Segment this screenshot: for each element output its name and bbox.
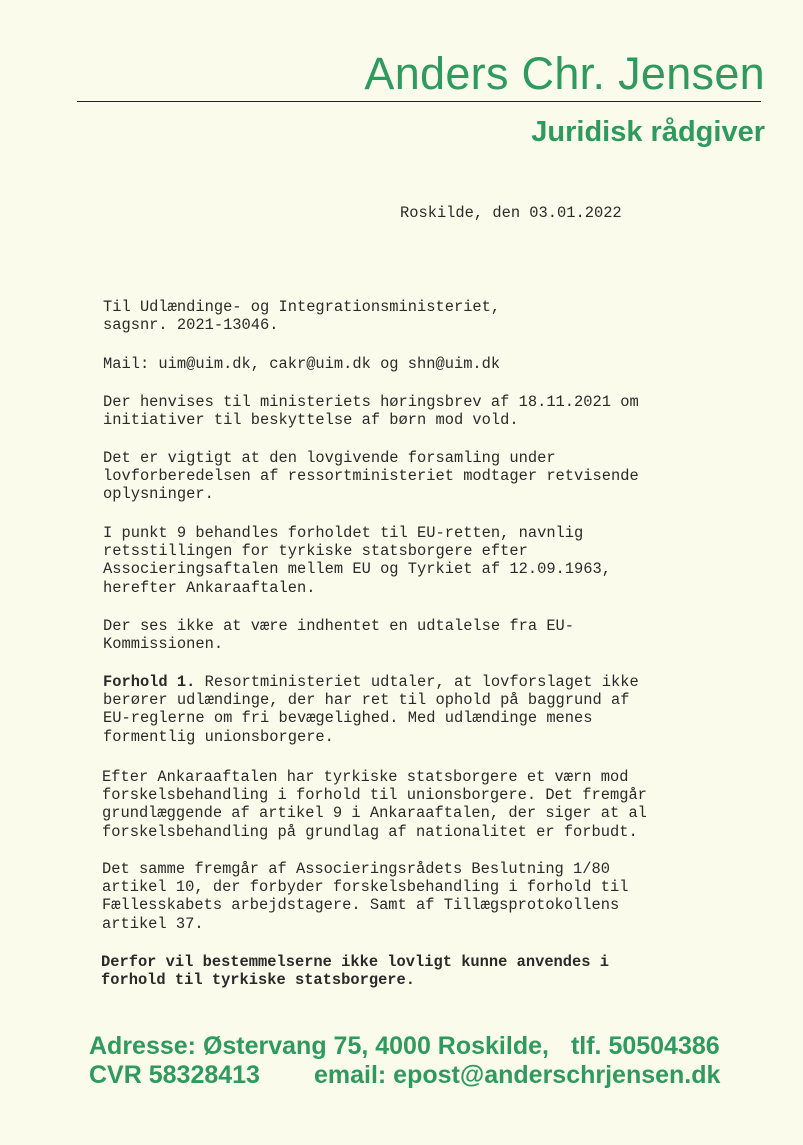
paragraph-line: berører udlændinge, der har ret til ophold på baggrund af: [103, 691, 630, 710]
footer-email: email: epost@anderschrjensen.dk: [313, 1061, 721, 1089]
mail-text: Mail: uim@uim.dk, cakr@uim.dk og shn@uim.dk: [103, 355, 501, 373]
mail-line: [103, 355, 500, 373]
paragraph-line: artikel 37.: [102, 914, 204, 933]
footer-address-line: [89, 1032, 720, 1061]
paragraph-line: lovforberedelsen af ressortministeriet modtager retvisende: [103, 467, 639, 486]
forhold-text: Resortministeriet udtaler, at lovforslaget ikke: [195, 673, 639, 691]
paragraph-line: forskelsbehandling på grundlag af nationalitet er forbudt.: [102, 822, 638, 841]
paragraph-line: EU-reglerne om fri bevægelighed. Med udlændinge menes: [103, 709, 593, 728]
footer-cvr: CVR 58328413: [89, 1061, 260, 1089]
paragraph-line: initiativer til beskyttelse af børn mod vold.: [103, 411, 519, 430]
paragraph-8-conclusion: [101, 953, 609, 989]
paragraph-line: Associeringsaftalen mellem EU og Tyrkiet af 12.09.1963,: [103, 560, 611, 579]
paragraph-line: Derfor vil bestemmelserne ikke lovligt kunne anvendes i: [101, 953, 609, 971]
recipient-line: Til Udlændinge- og Integrationsministeriet,: [103, 298, 501, 316]
paragraph-line: I punkt 9 behandles forholdet til EU-retten, navnlig: [103, 524, 584, 542]
letterhead-name: Anders Chr. Jensen: [364, 48, 765, 99]
place-date: Roskilde, den 03.01.2022: [400, 204, 622, 222]
letterhead-divider: [77, 101, 761, 102]
recipient-line: sagsnr. 2021-13046.: [103, 316, 279, 335]
paragraph-line: Efter Ankaraaftalen har tyrkiske statsborgere et værn mod: [102, 768, 629, 786]
paragraph-line: Det er vigtigt at den lovgivende forsamling under: [103, 449, 556, 467]
paragraph-line: Der henvises til ministeriets høringsbrev af 18.11.2021 om: [103, 393, 639, 411]
paragraph-line: Der ses ikke at være indhentet en udtalelse fra EU-: [103, 617, 575, 635]
paragraph-line: artikel 10, der forbyder forskelsbehandling i forhold til: [102, 878, 629, 897]
footer-phone: tlf. 50504386: [570, 1032, 720, 1060]
paragraph-line: [103, 673, 639, 691]
paragraph-line: formentlig unionsborgere.: [103, 727, 334, 746]
paragraph-line: grundlæggende af artikel 9 i Ankaraaftalen, der siger at al: [102, 804, 647, 823]
paragraph-7: [102, 860, 628, 933]
paragraph-2: [103, 449, 639, 504]
paragraph-4: [103, 617, 574, 653]
footer-address: Adresse: Østervang 75, 4000 Roskilde,: [89, 1032, 549, 1060]
footer-contact-line: [89, 1061, 720, 1090]
paragraph-6: [102, 768, 647, 841]
paragraph-5: [103, 673, 639, 746]
paragraph-line: oplysninger.: [103, 485, 214, 504]
paragraph-line: forhold til tyrkiske statsborgere.: [101, 971, 416, 990]
paragraph-3: [103, 524, 611, 597]
paragraph-line: Kommissionen.: [103, 635, 224, 654]
letterhead-title: Juridisk rådgiver: [531, 116, 765, 148]
paragraph-line: forskelsbehandling i forhold til unionsborgere. Det fremgår: [102, 786, 647, 805]
forhold-lead: Forhold 1.: [103, 673, 196, 691]
paragraph-line: retsstillingen for tyrkiske statsborgere efter: [103, 542, 528, 561]
paragraph-1: [103, 393, 639, 429]
paragraph-line: Det samme fremgår af Associeringsrådets Beslutning 1/80: [102, 860, 610, 878]
paragraph-line: Fællesskabets arbejdstagere. Samt af Tillægsprotokollens: [102, 896, 620, 915]
paragraph-line: herefter Ankaraaftalen.: [103, 578, 316, 597]
recipient-block: [103, 298, 500, 334]
